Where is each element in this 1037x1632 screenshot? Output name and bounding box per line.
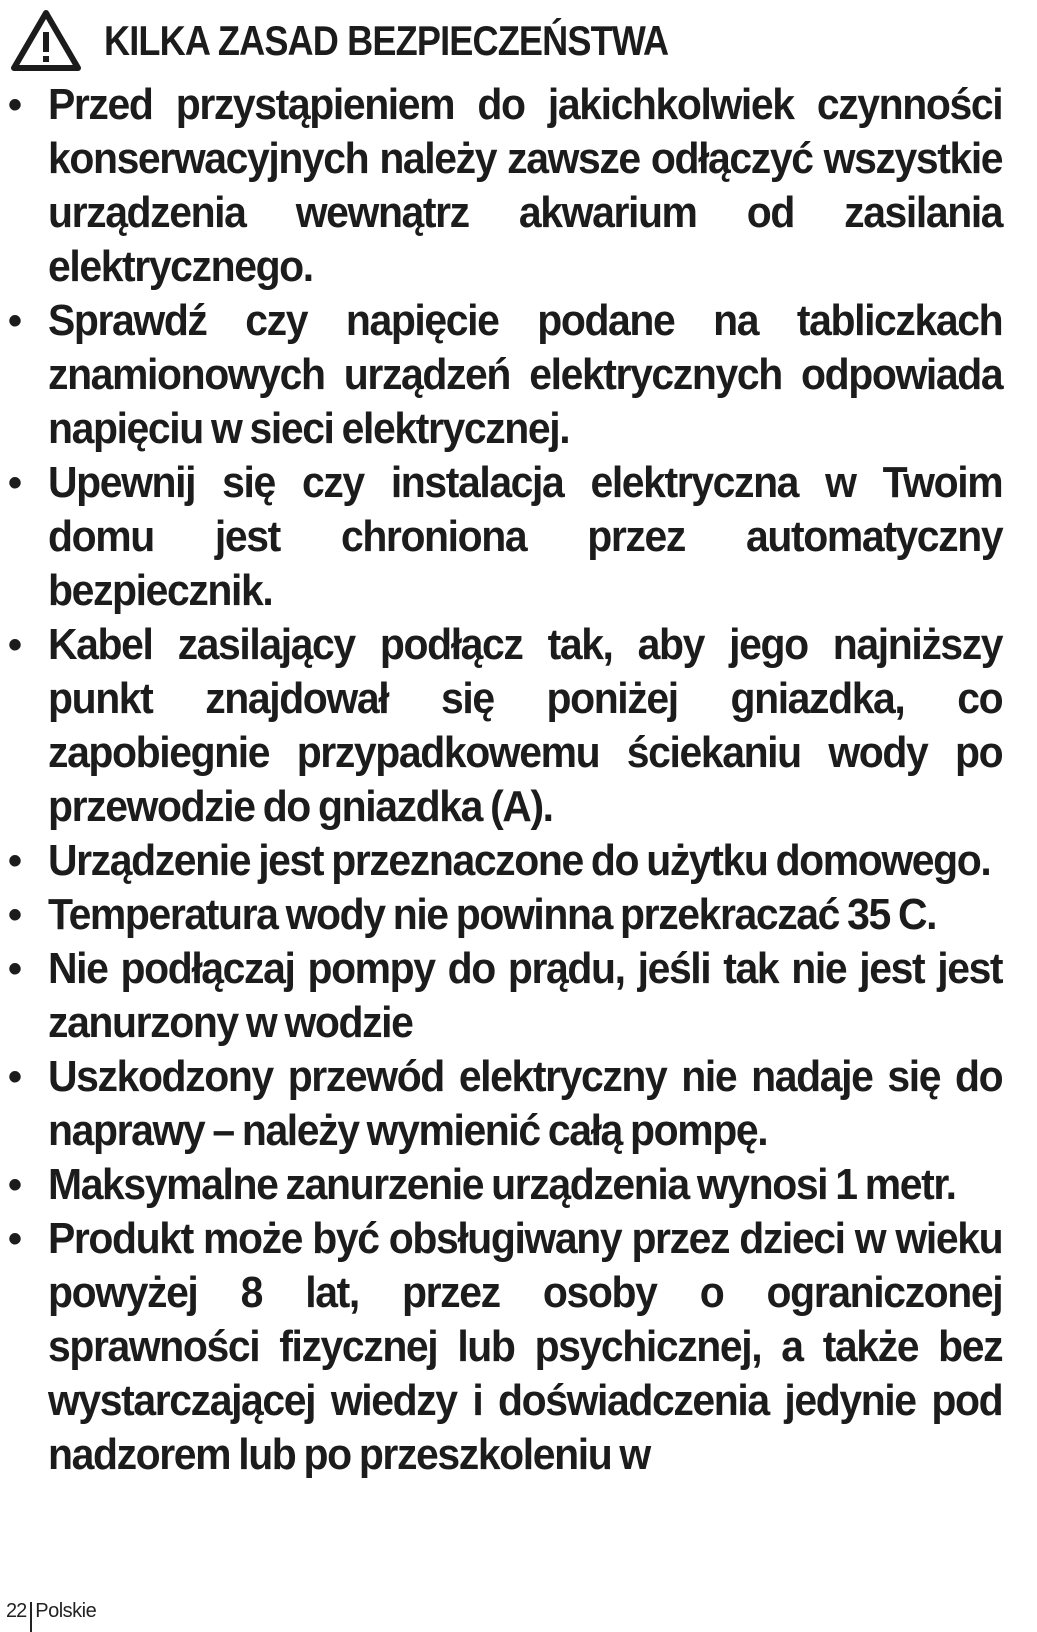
safety-rule — [0, 618, 1037, 834]
safety-rule — [0, 456, 1037, 618]
section-title: KILKA ZASAD BEZPIECZEŃSTWA — [104, 17, 669, 64]
bullet: • — [8, 299, 21, 343]
bullet: • — [8, 893, 21, 937]
bullet: • — [8, 1217, 21, 1261]
bullet: • — [8, 1055, 21, 1099]
bullet: • — [8, 839, 21, 883]
rule-text: Przed przystąpieniem do jakichkolwiek czynności konserwacyjnych należy zawsze odłączyć wszystkie urządzenia wewnątrz akwarium od zasilania elektrycznego. — [48, 80, 1003, 291]
safety-rules-list — [0, 78, 1037, 1482]
page-number: 22 — [6, 1599, 27, 1622]
safety-rule — [0, 78, 1037, 294]
bullet: • — [8, 623, 21, 667]
section-header — [10, 6, 760, 76]
rule-text: Temperatura wody nie powinna przekraczać 35 C. — [48, 890, 937, 939]
rule-text: Nie podłączaj pompy do prądu, jeśli tak nie jest jest zanurzony w wodzie — [48, 944, 1003, 1047]
rule-text: Uszkodzony przewód elektryczny nie nadaje się do naprawy – należy wymienić całą pompę. — [48, 1052, 1003, 1155]
safety-rule — [0, 1212, 1037, 1482]
safety-rule — [0, 888, 1037, 942]
bullet: • — [8, 1163, 21, 1207]
rule-text: Upewnij się czy instalacja elektryczna w Twoim domu jest chroniona przez automatyczny bezpiecznik. — [48, 458, 1003, 615]
safety-rule — [0, 942, 1037, 1050]
safety-rule — [0, 1050, 1037, 1158]
rule-text: Produkt może być obsługiwany przez dzieci w wieku powyżej 8 lat, przez osoby o ograniczonej sprawności fizycznej lub psychicznej, a także bez wystarczającej wiedzy i doświadczenia jedynie pod nadzorem lub po przeszkoleniu w — [48, 1214, 1003, 1479]
safety-rule — [0, 834, 1037, 888]
warning-triangle-icon — [10, 8, 82, 74]
page-footer — [6, 1596, 96, 1626]
rule-text: Kabel zasilający podłącz tak, aby jego najniższy punkt znajdował się poniżej gniazdka, co zapobiegnie przypadkowemu ściekaniu wody po przewodzie do gniazdka (A). — [48, 620, 1003, 831]
rule-text: Sprawdź czy napięcie podane na tabliczkach znamionowych urządzeń elektrycznych odpowiada napięciu w sieci elektrycznej. — [48, 296, 1003, 453]
bullet: • — [8, 83, 21, 127]
bullet: • — [8, 461, 21, 505]
language-label: Polskie — [35, 1599, 97, 1622]
rule-text: Urządzenie jest przeznaczone do użytku domowego. — [48, 836, 991, 885]
safety-rule — [0, 294, 1037, 456]
bullet: • — [8, 947, 21, 991]
safety-rule — [0, 1158, 1037, 1212]
rule-text: Maksymalne zanurzenie urządzenia wynosi 1 metr. — [48, 1160, 956, 1209]
footer-divider — [30, 1602, 32, 1632]
